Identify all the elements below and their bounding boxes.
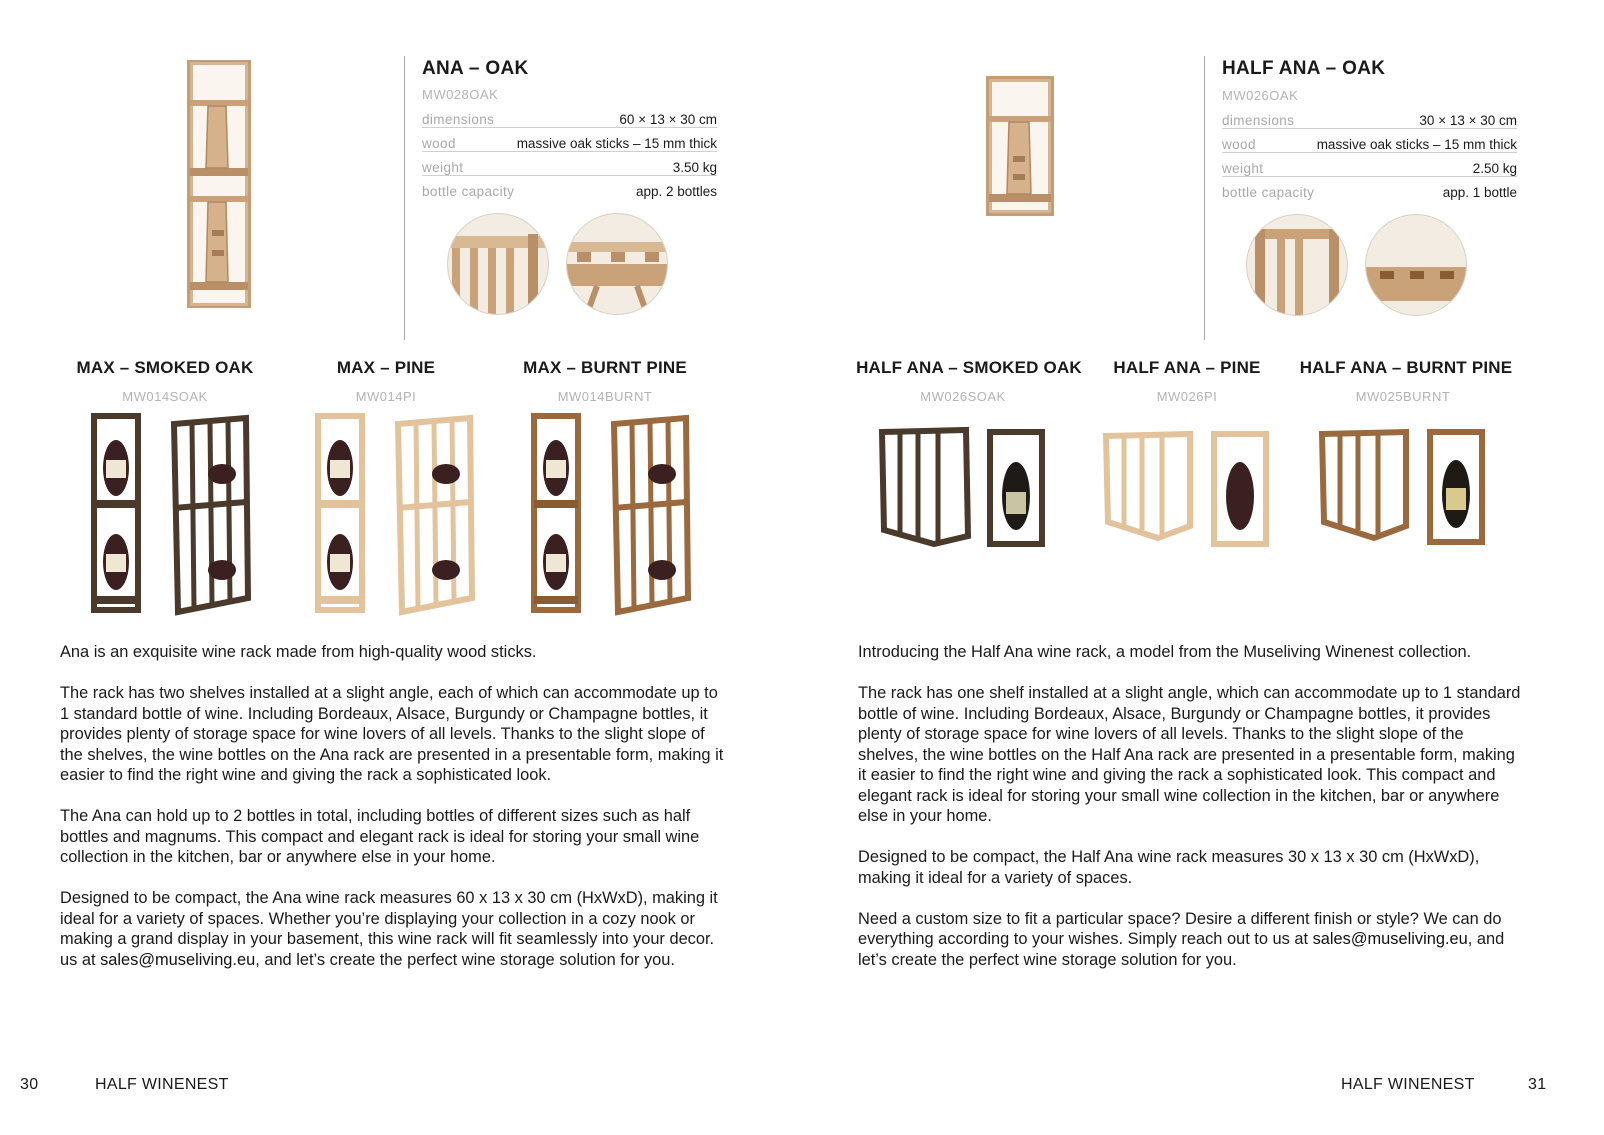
product-code: MW026OAK xyxy=(1222,88,1299,103)
paragraph-text: us at xyxy=(60,950,101,969)
page-number: 30 xyxy=(20,1076,39,1093)
paragraph: The rack has one shelf installed at a slight angle, which can accommodate up to 1 standard bottle of wine. Including Bordeaux, Alsace, Burgundy or Champagne bottles, it provides plenty of storage space for wine lovers of all levels. Thanks to the slight slope of the shelves, the wine bottles on the Half Ana rack are presented in a presentable form, making it easier to find the right wine and giving the rack a sophisticated look. This compact and elegant rack is ideal for storing your small wine collection in the kitchen, bar or anywhere else in your home. xyxy=(858,684,1521,825)
half-ana-oak-rack-image xyxy=(985,76,1055,216)
spec-label: weight xyxy=(1222,161,1264,176)
spec-label: weight xyxy=(422,160,464,175)
variant-title: HALF ANA – PINE xyxy=(1113,358,1261,377)
divider-line xyxy=(1204,56,1205,340)
paragraph: Ana is an exquisite wine rack made from high-quality wood sticks. xyxy=(60,643,537,661)
spec-label: wood xyxy=(1222,137,1256,152)
spec-value: 2.50 kg xyxy=(1472,161,1517,176)
spec-value: app. 1 bottle xyxy=(1442,185,1517,200)
description xyxy=(60,642,728,970)
detail-closeup-image xyxy=(447,213,549,315)
spec-value: app. 2 bottles xyxy=(635,184,717,199)
max-smoked-oak-rack-image xyxy=(88,412,258,622)
paragraph-text: Need a custom size to fit a particular space? Desire a different finish or style? We can do everything according to your wishes. Simply reach out to us at xyxy=(858,909,1502,948)
paragraph-text: , and let’s create the perfect wine storage solution for you. xyxy=(858,930,1505,969)
spec-value: massive oak sticks – 15 mm thick xyxy=(516,136,717,151)
max-pine-rack-image xyxy=(312,412,482,622)
paragraph xyxy=(858,909,1526,971)
variant-title: HALF ANA – BURNT PINE xyxy=(1299,358,1513,377)
spec-row-wood xyxy=(422,128,717,152)
variant-code: MW014SOAK xyxy=(122,389,208,404)
ana-oak-rack-image xyxy=(186,60,252,308)
spec-row-wood xyxy=(1222,129,1517,153)
max-burnt-pine-rack-image xyxy=(528,412,698,622)
spec-label: dimensions xyxy=(1222,113,1295,128)
paragraph: The rack has two shelves installed at a slight angle, each of which can accommodate up to 1 standard bottle of wine. Including Bordeaux, Alsace, Burgundy or Champagne bottles, it provides plenty of storage space for wine lovers of all levels. Thanks to the slight slope of the shelves, the wine bottles on the Ana rack are presented in a presentable form, making it easier to find the right wine and giving the rack a sophisticated look. xyxy=(60,684,724,784)
variant-title: MAX – BURNT PINE xyxy=(523,358,687,377)
product-title: HALF ANA – OAK xyxy=(1222,58,1386,79)
spec-row-weight xyxy=(422,152,717,176)
paragraph: The Ana can hold up to 2 bottles in total, including bottles of different sizes such as half bottles and magnums. This compact and elegant rack is ideal for storing your small wine collection in the kitchen, bar or anywhere else in your home. xyxy=(60,807,700,866)
spec-row-dimensions xyxy=(1222,105,1517,129)
spec-row-bottle-capacity xyxy=(422,176,717,199)
spec-row-dimensions xyxy=(422,104,717,128)
half-ana-smoked-oak-rack-image xyxy=(878,426,1050,550)
spec-table xyxy=(422,104,717,199)
half-ana-burnt-pine-rack-image xyxy=(1318,428,1490,548)
variant-code: MW026SOAK xyxy=(920,389,1006,404)
variant-code: MW025BURNT xyxy=(1355,389,1451,404)
spec-row-weight xyxy=(1222,153,1517,177)
product-code: MW028OAK xyxy=(422,87,499,102)
spec-label: bottle capacity xyxy=(422,184,515,199)
spec-label: wood xyxy=(422,136,456,151)
variant-code: MW014PI xyxy=(355,389,417,404)
spec-value: 30 × 13 × 30 cm xyxy=(1419,113,1517,128)
spec-row-bottle-capacity xyxy=(1222,177,1517,200)
divider-line xyxy=(404,56,405,340)
paragraph: Designed to be compact, the Half Ana wine rack measures 30 x 13 x 30 cm (HxWxD), making it ideal for a variety of spaces. xyxy=(858,848,1480,887)
half-ana-pine-rack-image xyxy=(1102,430,1274,550)
email-link[interactable]: sales@museliving.eu xyxy=(100,950,256,969)
variant-code: MW014BURNT xyxy=(557,389,653,404)
spec-label: dimensions xyxy=(422,112,495,127)
spec-value: 3.50 kg xyxy=(672,160,717,175)
spec-label: bottle capacity xyxy=(1222,185,1315,200)
detail-closeup-image xyxy=(1246,214,1348,316)
paragraph-text: , and let’s create the perfect wine storage solution for you. xyxy=(255,950,675,969)
spec-value: massive oak sticks – 15 mm thick xyxy=(1316,137,1517,152)
footer-title: HALF WINENEST xyxy=(95,1076,229,1093)
product-title: ANA – OAK xyxy=(422,58,529,79)
paragraph-text: Designed to be compact, the Ana wine rack measures 60 x 13 x 30 cm (HxWxD), making it ideal for a variety of spaces. Whether you’re displaying your collection in a cozy nook or making a grand display in your basement, this wine rack will fit seamlessly into your decor. xyxy=(60,889,718,948)
footer-title: HALF WINENEST xyxy=(1341,1076,1475,1093)
variant-title: MAX – SMOKED OAK xyxy=(76,358,254,377)
paragraph xyxy=(60,888,728,970)
variant-title: MAX – PINE xyxy=(336,358,436,377)
detail-closeup-image xyxy=(1365,214,1467,316)
email-link[interactable]: sales@museliving.eu xyxy=(1312,930,1468,948)
page-number: 31 xyxy=(1528,1076,1547,1093)
description xyxy=(858,642,1526,970)
variant-code: MW026PI xyxy=(1156,389,1218,404)
spec-value: 60 × 13 × 30 cm xyxy=(619,112,717,127)
paragraph: Introducing the Half Ana wine rack, a model from the Museliving Winenest collection. xyxy=(858,643,1472,661)
detail-closeup-image xyxy=(566,213,668,315)
variant-title: HALF ANA – SMOKED OAK xyxy=(856,358,1082,377)
spec-table xyxy=(1222,105,1517,200)
